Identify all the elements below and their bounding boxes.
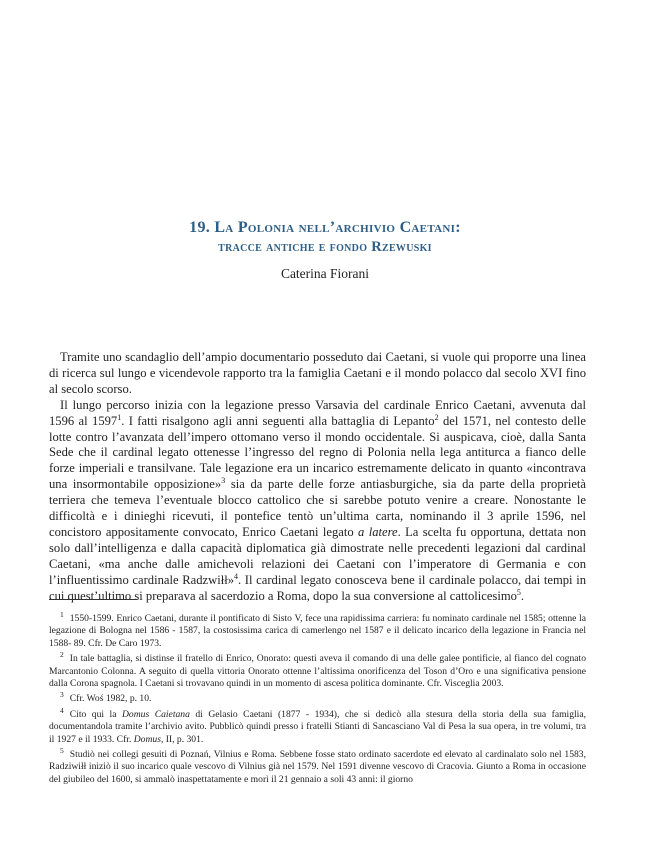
paragraph-2: Il lungo percorso inizia con la legazione presso Varsavia del cardinale Enrico Caetani, avvenuta dal 1596 al 1597$^1$. I fatti risalgono agli anni seguenti alla battaglia di Lepanto$^2$ del 1571, nel contesto delle lotte contro l’avanzata dell’impero ottomano verso il mondo occidentale. Si auspicava, cioè, dalla Santa Sede che il cardinal legato ottenesse l’ingresso del regno di Polonia nella lega antiturca a fianco delle forze imperiali e transilvane. Tale legazione era un incarico estremamente delicato in quanto «incontrava una insormontabile opposizione»$^3$ sia da parte delle forze antiasburgiche, sia da parte della proprietà terriera che temeva l’eventuale blocco cattolico che si sarebbe potuto venire a creare. Nonostante le difficoltà e i dinieghi ricevuti, il pontefice tentò un’ultima carta, nominando il 3 aprile 1596, nel concistoro appositamente convocato, Enrico Caetani legato a latere. La scelta fu opportuna, dettata non solo dall’intelligenza e dalla capacità diplomatica già dimostrate nelle precedenti legazioni dal cardinal Caetani, «ma anche dalle amichevoli relazioni dei Caetani con l’imperatore di Germania e con l’influentissimo cardinale Radzwiłł»$^4$. Il cardinal legato conosceva bene il cardinale polacco, dai tempi in cui quest’ultimo si preparava al sacerdozio a Roma, dopo la sua conversione al cattolicesimo$^5$. [49,397,586,603]
footnote-number: 3 [60,690,64,700]
footnote-separator [49,599,137,600]
italic-a-latere: a latere [358,524,398,539]
footnote-ref-3[interactable]: 3 [221,476,226,486]
footnote-ref-4[interactable]: 4 [234,571,238,581]
paragraph-1: Tramite uno scandaglio dell’ampio documentario posseduto dai Caetani, si vuole qui proporre una linea di ricerca sul lungo e vicendevole rapporto tra la famiglia Caetani e il mondo polacco dal secolo XVI fino al secolo scorso. [49,350,586,396]
footnote-ref-5[interactable]: 5 [516,587,521,597]
chapter-title-line2: tracce antiche e fondo Rzewuski [218,239,432,255]
footnote-number: 2 [60,650,64,660]
footnote-ref-2[interactable]: 2 [434,412,439,422]
footnote-5: $^5$ Studiò nei collegi gesuiti di Poznań, Vilnius e Roma. Sebbene fosse stato ordinato sacerdote ed elevato al cardinalato solo nel 1583, Radziwiłł iniziò il suo incarico quale vescovo di Vilnius già nel 1579. Nel 1591 divenne vescovo di Cracovia. Giunto a Roma in occasione del giubileo del 1600, si ammalò inaspettatamente e morì il 21 gennaio a soli 43 anni: il giorno [49,745,586,785]
chapter-author: Caterina Fiorani [280,266,370,281]
footnote-3: $^3$ Cfr. Woś 1982, p. 10. [60,690,152,705]
footnote-number: 5 [60,745,64,755]
footnote-number: 4 [60,705,64,715]
chapter-title-line1: 19. La Polonia nell’archivio Caetani: [189,219,461,236]
footnote-ref-1[interactable]: 1 [117,412,122,422]
body-text [49,350,586,605]
footnotes [49,609,586,789]
footnote-2: $^2$ In tale battaglia, si distinse il fratello di Enrico, Onorato: questi aveva il comando di una delle galee pontificie, al fianco del cognato Marcantonio Colonna. A seguito di quella vittoria Onorato ottenne l’altissima onorificenza del Toson d’Oro e una significativa pensione dalla Corona spagnola. I Caetani si trovavano quindi in un momento di ascesa politica dominante. Cfr. Visceglia 2003. [49,650,586,690]
footnote-4: $^4$ Cito qui la Domus Caietana di Gelasio Caetani (1877 - 1934), che si dedicò alla stesura della storia della sua famiglia, documentandola tramite l’archivio avito. Pubblicò quindi presso i fratelli Stianti di Sancasciano Val di Pesa la sua opera, in tre volumi, tra il 1927 e il 1933. Cfr. Domus, II, p. 301. [49,705,586,745]
footnote-1: $^1$ 1550-1599. Enrico Caetani, durante il pontificato di Sisto V, fece una rapidissima carriera: fu nominato cardinale nel 1585; ottenne la legazione di Bologna nel 1586 - 1587, la costosissima carica di camerlengo nel 1587 e il delicato incarico della legazione in Francia nel 1588- 89. Cfr. De Caro 1973. [49,609,586,649]
footnote-number: 1 [60,609,64,619]
